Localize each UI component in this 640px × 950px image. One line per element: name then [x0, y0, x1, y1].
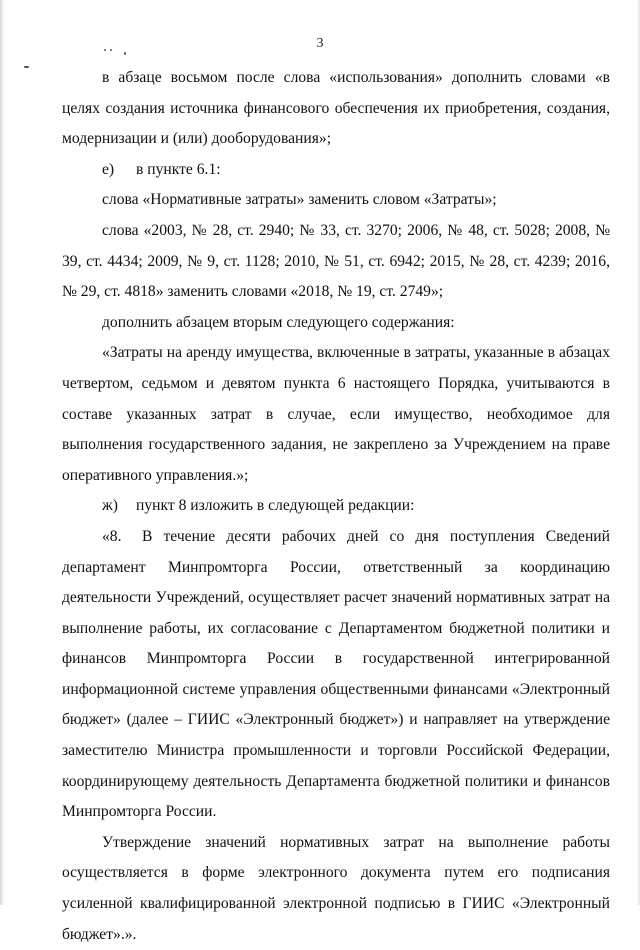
paragraph-abzats-vosmoy: в абзаце восьмом после слова «использования» дополнить словами «в целях создания источника финансового обеспечения их приобретения, создания, модернизации и (или) дооборудования»; [62, 69, 610, 148]
list-item-zh [62, 491, 610, 522]
clause-number: «8. [102, 527, 122, 545]
list-item-text: пункт 8 изложить в следующей редакции: [136, 497, 415, 515]
list-item-e [62, 155, 610, 186]
list-marker: е) [102, 160, 115, 178]
list-item-text: в пункте 6.1: [136, 160, 221, 178]
paragraph-dopolnit-abzacem: дополнить абзацем вторым следующего содержания: [102, 313, 455, 331]
paragraph-zatraty-na-arendu: «Затраты на аренду имущества, включенные в затраты, указанные в абзацах четвертом, седьмом и девятом пункта 6 настоящего Порядка, учитываются в составе указанных затрат в случае, если имущество, необходимое для выполнения государственного задания, не закреплено за Учреждением на праве оперативного управления.»; [62, 344, 610, 484]
page-number: 3 [316, 36, 324, 51]
scan-edge-left [0, 0, 4, 905]
scan-speck [124, 52, 126, 55]
scan-speck [110, 49, 112, 51]
list-marker: ж) [102, 497, 118, 515]
scan-speck [24, 66, 29, 68]
paragraph-punkt-8 [62, 522, 610, 828]
paragraph-normativnye-zatraty: слова «Нормативные затраты» заменить словом «Затраты»; [102, 191, 497, 209]
paragraph-utverzhdenie: Утверждение значений нормативных затрат на выполнение работы осуществляется в форме электронного документа путем его подписания усиленной квалифицированной электронной подписью в ГИИС «Электронный бюджет».». [62, 833, 610, 943]
document-body [62, 63, 610, 950]
clause-text: В течение десяти рабочих дней со дня поступления Сведений департамент Минпромторга России, ответственный за координацию деятельности Учреждений, осуществляет расчет значений нормативных затрат на выполнение работы, их согласование с Департаментом бюджетной политики и финансов Минпромторга России в государственной интегрированной информационной системе управления общественными финансами «Электронный бюджет» (далее – ГИИС «Электронный бюджет») и направляет на утверждение заместителю Министра промышленности и торговли Российской Федерации, координирующему деятельность Департамента бюджетной политики и финансов Минпромторга России. [62, 527, 610, 821]
paragraph-sobranie-citations: слова «2003, № 28, ст. 2940; № 33, ст. 3270; 2006, № 48, ст. 5028; 2008, № 39, ст. 4434; 2009, № 9, ст. 1128; 2010, № 51, ст. 6942; 2015, № 28, ст. 4239; 2016, № 29, ст. 4818» заменить словами «2018, № 19, ст. 2749»; [62, 221, 610, 301]
scan-speck [104, 49, 106, 51]
